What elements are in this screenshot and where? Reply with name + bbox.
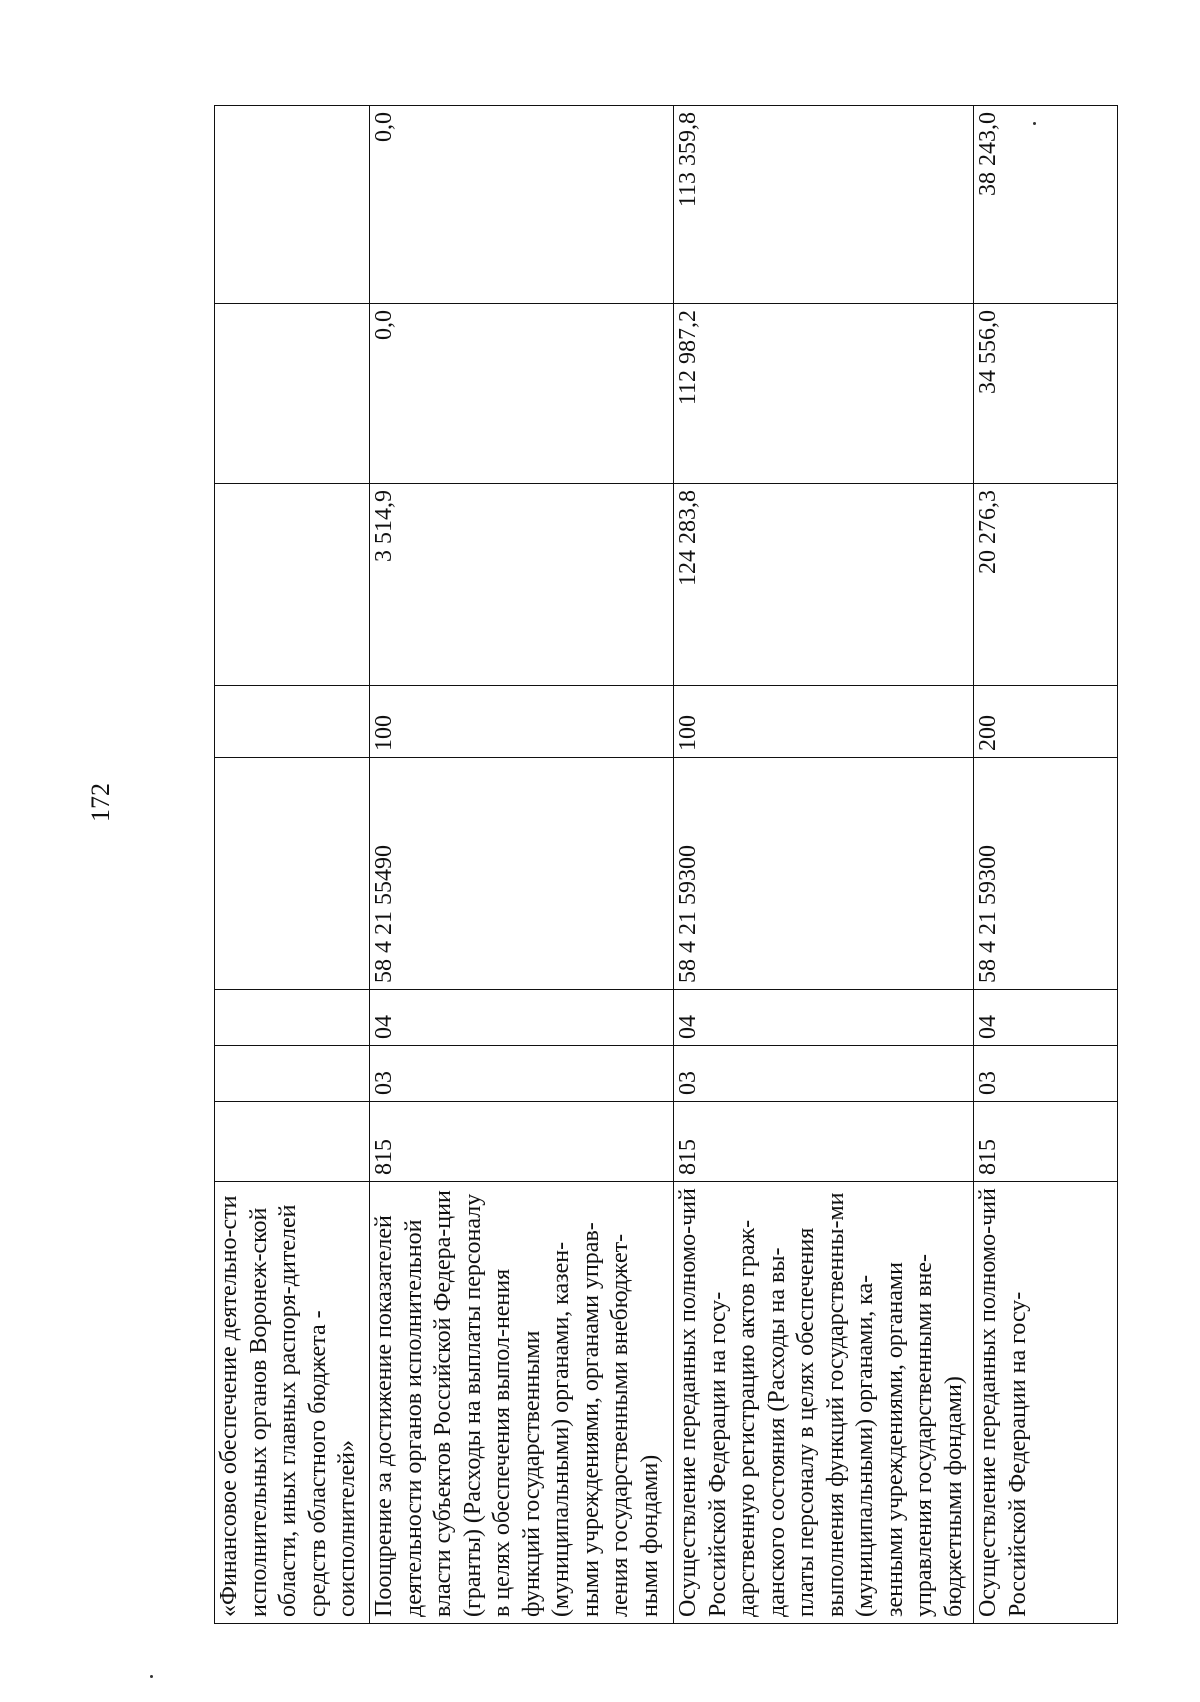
sum-year-2: 34 556,0 bbox=[974, 304, 1118, 484]
expense-name: Осуществление переданных полномо-чий Российской Федерации на госу-дарственную регистрацию актов граж-данского состояния (Расходы на вы-платы персоналу в целях обеспечения выполнения функций государственны-ми (муниципальными) органами, ка-зенными учреждениями, органами управления государственными вне-бюджетными фондами) bbox=[674, 1182, 974, 1624]
rz-code: 03 bbox=[974, 1046, 1118, 1102]
table-rotator bbox=[214, 106, 1117, 1624]
rz-code: 03 bbox=[674, 1046, 974, 1102]
sum-year-3: 38 243,0 bbox=[974, 106, 1118, 304]
pr-code: 04 bbox=[370, 990, 674, 1046]
vr-code: 100 bbox=[674, 686, 974, 758]
csr-code bbox=[215, 758, 370, 990]
budget-table bbox=[214, 105, 1118, 1624]
sum-year-2: 112 987,2 bbox=[674, 304, 974, 484]
vr-code: 100 bbox=[370, 686, 674, 758]
sum-year-3 bbox=[215, 106, 370, 304]
sum-year-3: 113 359,8 bbox=[674, 106, 974, 304]
rz-code: 03 bbox=[370, 1046, 674, 1102]
sum-year-3: 0,0 bbox=[370, 106, 674, 304]
sum-year-2 bbox=[215, 304, 370, 484]
pr-code bbox=[215, 990, 370, 1046]
csr-code: 58 4 21 59300 bbox=[974, 758, 1118, 990]
table-row bbox=[974, 106, 1118, 1624]
sum-year-1: 3 514,9 bbox=[370, 484, 674, 686]
table-row bbox=[674, 106, 974, 1624]
table-row bbox=[215, 106, 370, 1624]
sum-year-1: 20 276,3 bbox=[974, 484, 1118, 686]
sum-year-2: 0,0 bbox=[370, 304, 674, 484]
csr-code: 58 4 21 59300 bbox=[674, 758, 974, 990]
sum-year-1: 124 283,8 bbox=[674, 484, 974, 686]
expense-name: Поощрение за достижение показателей деятельности органов исполнительной власти субъектов Российской Федера-ции (гранты) (Расходы на выплаты персоналу в целях обеспечения выпол-нения функций государственными (муниципальными) органами, казен-ными учреждениями, органами управ-ления государственными внебюджет-ными фондами) bbox=[370, 1182, 674, 1624]
scan-speck bbox=[150, 1675, 153, 1678]
expense-name: Осуществление переданных полномо-чий Российской Федерации на госу- bbox=[974, 1182, 1118, 1624]
gr-code: 815 bbox=[370, 1102, 674, 1182]
gr-code: 815 bbox=[974, 1102, 1118, 1182]
csr-code: 58 4 21 55490 bbox=[370, 758, 674, 990]
expense-name: «Финансовое обеспечение деятельно-сти исполнительных органов Воронеж-ской области, иных главных распоря-дителей средств областного бюджета - соисполнителей» bbox=[215, 1182, 370, 1624]
page-number: 172 bbox=[86, 783, 115, 822]
sum-year-1 bbox=[215, 484, 370, 686]
vr-code: 200 bbox=[974, 686, 1118, 758]
pr-code: 04 bbox=[974, 990, 1118, 1046]
pr-code: 04 bbox=[674, 990, 974, 1046]
vr-code bbox=[215, 686, 370, 758]
gr-code bbox=[215, 1102, 370, 1182]
gr-code: 815 bbox=[674, 1102, 974, 1182]
rz-code bbox=[215, 1046, 370, 1102]
table-row bbox=[370, 106, 674, 1624]
